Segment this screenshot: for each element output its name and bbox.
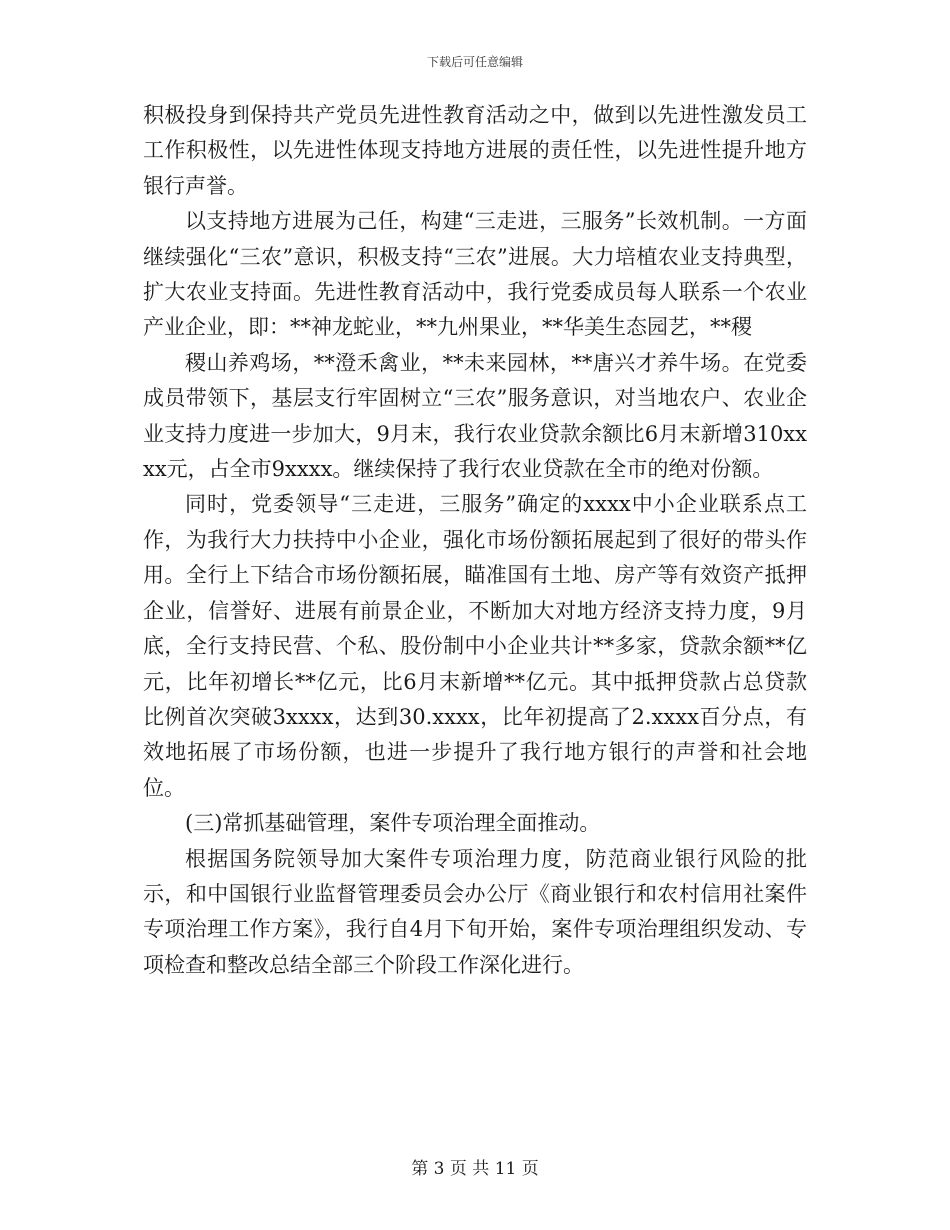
page-header: 下载后可任意编辑 bbox=[426, 55, 523, 69]
paragraph: 同时，党委领导“三走进，三服务”确定的xxxx中小企业联系点工作，为我行大力扶持中小企业，强化市场份额拓展起到了很好的带头作用。全行上下结合市场份额拓展，瞄准国有土地、房产等有效资产抵押企业，信誉好、进展有前景企业，不断加大对地方经济支持力度，9月底，全行支持民营、个私、股份制中小企业共计**多家，贷款余额**亿元，比年初增长**亿元，比6月末新增**亿元。其中抵押贷款占总贷款比例首次突破3xxxx，达到30.xxxx，比年初提高了2.xxxx百分点，有效地拓展了市场份额，也进一步提升了我行地方银行的声誉和社会地位。 bbox=[143, 492, 807, 800]
paragraph: 根据国务院领导加大案件专项治理力度，防范商业银行风险的批示，和中国银行业监督管理委员会办公厅《商业银行和农村信用社案件专项治理工作方案》，我行自4月下旬开始，案件专项治理组织发动、专项检查和整改总结全部三个阶段工作深化进行。 bbox=[143, 846, 807, 977]
paragraph: 积极投身到保持共产党员先进性教育活动之中，做到以先进性激发员工工作积极性，以先进性体现支持地方进展的责任性，以先进性提升地方银行声誉。 bbox=[143, 103, 807, 198]
section-heading: (三)常抓基础管理，案件专项治理全面推动。 bbox=[185, 811, 601, 836]
paragraph: 稷山养鸡场，**澄禾禽业，**未来园林，**唐兴才养牛场。在党委成员带领下，基层支行牢固树立“三农”服务意识，对当地农户、农业企业支持力度进一步加大，9月末，我行农业贷款余额比6月末新增310xxxx元，占全市9xxxx。继续保持了我行农业贷款在全市的绝对份额。 bbox=[143, 350, 807, 482]
document-body bbox=[143, 98, 807, 983]
page-footer: 第 3 页 共 11 页 bbox=[411, 1159, 539, 1179]
paragraph: 以支持地方进展为己任，构建“三走进，三服务”长效机制。一方面继续强化“三农”意识，积极支持“三农”进展。大力培植农业支持典型，扩大农业支持面。先进性教育活动中，我行党委成员每人联系一个农业产业企业，即：**神龙蛇业，**九州果业，**华美生态园艺，**稷 bbox=[143, 209, 807, 340]
